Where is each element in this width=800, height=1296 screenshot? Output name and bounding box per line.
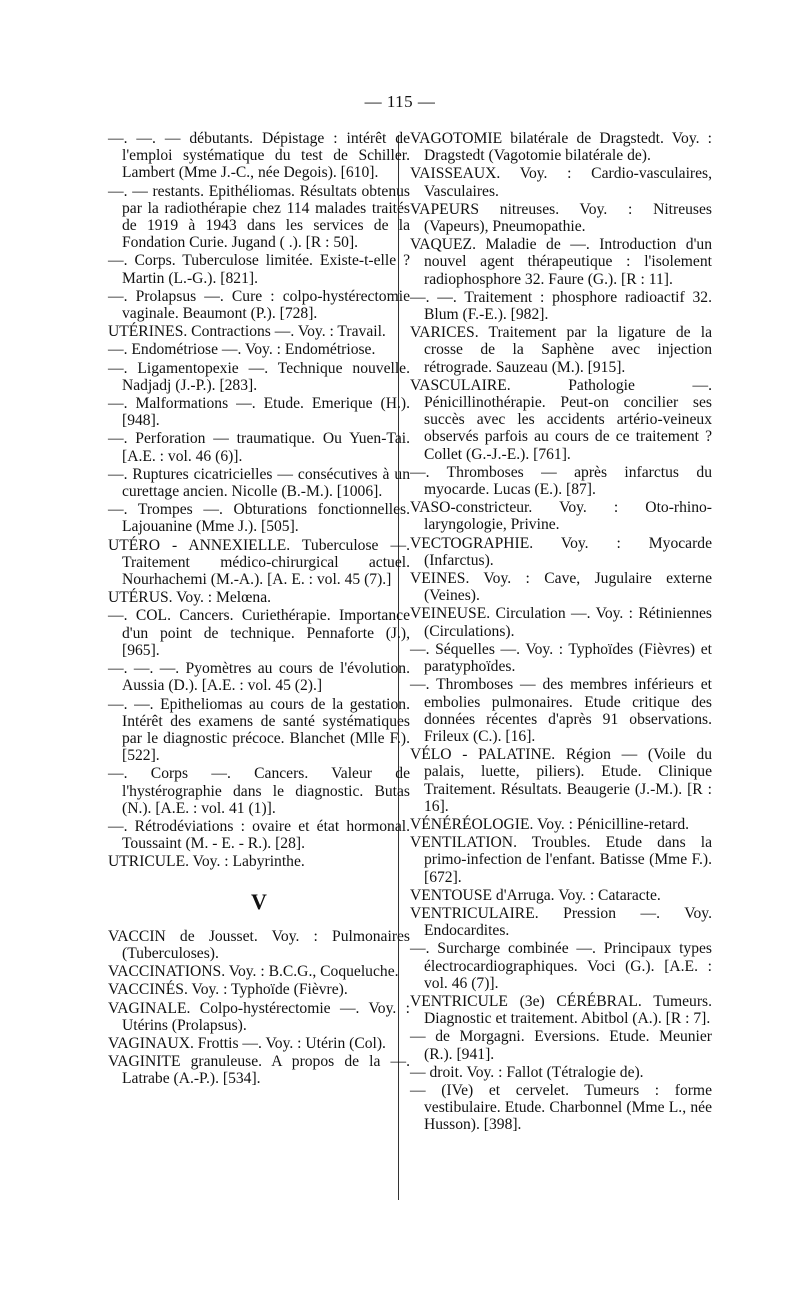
index-entry: —. Ruptures cicatricielles — consécutives à un curettage ancien. Nicolle (B.-M.). [1006]. [108,465,410,501]
index-entry: —. Rétrodéviations : ovaire et état hormonal. Toussaint (M. - E. - R.). [28]. [108,817,410,853]
index-entry: —. —. Traitement : phosphore radioactif 32. Blum (F.-E.). [982]. [410,288,712,324]
index-entry: VACCIN de Jousset. Voy. : Pulmonaires (Tuberculoses). [108,927,410,962]
index-entry: —. Corps. Tuberculose limitée. Existe-t-elle ? Martin (L.-G.). [821]. [108,252,410,287]
page-number: — 115 — [364,92,436,111]
index-entry: VAGINAUX. Frottis —. Voy. : Utérin (Col). [108,1034,386,1052]
index-entry: VENTRICULE (3e) CÉRÉBRAL. Tumeurs. Diagnostic et traitement. Abitbol (A.). [R : 7]. [410,992,712,1028]
section-letter: V [251,888,267,914]
index-entry: — droit. Voy. : Fallot (Tétralogie de). [410,1063,644,1081]
index-entry: UTÉRINES. Contractions —. Voy. : Travail. [108,323,386,341]
right-column [410,130,712,1135]
v-entries [108,928,410,1088]
index-entry: — (IVe) et cervelet. Tumeurs : forme vestibulaire. Etude. Charbonnel (Mme L., née Husson). [398]. [410,1081,712,1134]
index-entry: VENTRICULAIRE. Pression —. Voy. Endocardites. [410,904,712,940]
index-entry: —. COL. Cancers. Curiethérapie. Importance d'un point de technique. Pennaforte (J.), [965]. [108,607,410,659]
index-entry: VARICES. Traitement par la ligature de la crosse de la Saphène avec injection rétrograde. Sauzeau (M.). [915]. [410,324,712,376]
index-entry: —. Thromboses — après infarctus du myocarde. Lucas (E.). [87]. [410,463,712,499]
index-entry: —. —. —. Pyomètres au cours de l'évolution. Aussia (D.). [A.E. : vol. 45 (2).] [108,660,410,695]
index-entry: —. Thromboses — des membres inférieurs et embolies pulmonaires. Etude critique des données récentes d'après 91 observations. Frileux (C.). [16]. [410,676,712,745]
index-entry: VAISSEAUX. Voy. : Cardio-vasculaires, Vasculaires. [410,165,712,200]
index-entry: VACCINÉS. Voy. : Typhoïde (Fièvre). [108,981,348,999]
index-entry: —. Endométriose —. Voy. : Endométriose. [108,341,376,359]
index-entry: VEINES. Voy. : Cave, Jugulaire externe (Veines). [410,570,712,605]
index-entry: —. Prolapsus —. Cure : colpo-hystérectomie vaginale. Beaumont (P.). [728]. [108,287,410,323]
index-entry: VENTOUSE d'Arruga. Voy. : Cataracte. [410,886,661,904]
index-entry: —. Ligamentopexie —. Technique nouvelle. Nadjadj (J.-P.). [283]. [108,359,410,394]
index-entry: VASO-constricteur. Voy. : Oto-rhino-laryngologie, Privine. [410,499,712,534]
index-entry: UTRICULE. Voy. : Labyrinthe. [108,853,305,871]
index-entry: VÉLO - PALATINE. Région — (Voile du palais, luette, piliers). Etude. Clinique Traitement. Résultats. Beaugerie (J.-M.). [R : 16]. [410,746,712,815]
index-entry: —. Séquelles —. Voy. : Typhoïdes (Fièvres) et paratyphoïdes. [410,640,712,676]
index-entry: —. Perforation — traumatique. Ou Yuen-Tai. [A.E. : vol. 46 (6)]. [108,430,410,465]
index-entry: VECTOGRAPHIE. Voy. : Myocarde (Infarctus). [410,534,712,569]
index-entry: UTÉRO - ANNEXIELLE. Tuberculose —. Traitement médico-chirurgical actuel. Nourhachemi (M.-A.). [A. E. : vol. 45 (7).] [108,536,410,589]
index-entry: —. Corps —. Cancers. Valeur de l'hystérographie dans le diagnostic. Butas (N.). [A.E. : vol. 41 (1)]. [108,765,410,817]
index-entry: VÉNÉRÉOLOGIE. Voy. : Pénicilline-retard. [410,815,690,833]
index-entry: —. —. — débutants. Dépistage : intérêt de l'emploi systématique du test de Schiller. Lambert (Mme J.-C., née Degois). [610]. [108,130,410,182]
index-entry: —. —. Epitheliomas au cours de la gestation. Intérêt des examens de santé systématiques par le diagnostic précoce. Blanchet (Mlle F.). [522]. [108,695,410,765]
left-column [108,130,410,1089]
index-entry: —. Trompes —. Obturations fonctionnelles. Lajouanine (Mme J.). [505]. [108,501,410,536]
index-entry: — de Morgagni. Eversions. Etude. Meunier (R.). [941]. [410,1028,712,1063]
index-entry: VAQUEZ. Maladie de —. Introduction d'un nouvel agent thérapeutique : l'isolement radiophosphore 32. Faure (G.). [R : 11]. [410,236,712,288]
index-entry: VASCULAIRE. Pathologie —. Pénicillinothérapie. Peut-on concilier ses succès avec les accidents artério-veineux observés parfois au cours de ce traitement ? Collet (G.-J.-E.). [761]. [410,376,712,463]
index-entry: VACCINATIONS. Voy. : B.C.G., Coqueluche. [108,963,399,981]
index-entry: UTÉRUS. Voy. : Melœna. [108,589,272,607]
index-entry: VAGINALE. Colpo-hystérectomie —. Voy. : Utérins (Prolapsus). [108,999,410,1034]
index-entry: VAPEURS nitreuses. Voy. : Nitreuses (Vapeurs), Pneumopathie. [410,200,712,236]
index-entry: VEINEUSE. Circulation —. Voy. : Rétiniennes (Circulations). [410,605,712,640]
index-entry: VAGINITE granuleuse. A propos de la —. Latrabe (A.-P.). [534]. [108,1053,410,1088]
index-entry: VAGOTOMIE bilatérale de Dragstedt. Voy. : Dragstedt (Vagotomie bilatérale de). [410,130,712,165]
index-entry: —. — restants. Epithéliomas. Résultats obtenus par la radiothérapie chez 114 malades traités de 1919 à 1943 dans les services de la Fondation Curie. Jugand ( .). [R : 50]. [108,182,410,252]
index-entry: —. Surcharge combinée —. Principaux types électrocardiographiques. Voci (G.). [A.E. : vol. 46 (7)]. [410,940,712,992]
index-entry: VENTILATION. Troubles. Etude dans la primo-infection de l'enfant. Batisse (Mme F.). [672]. [410,834,712,886]
left-entries [108,130,410,871]
index-entry: —. Malformations —. Etude. Emerique (H.). [948]. [108,395,410,430]
